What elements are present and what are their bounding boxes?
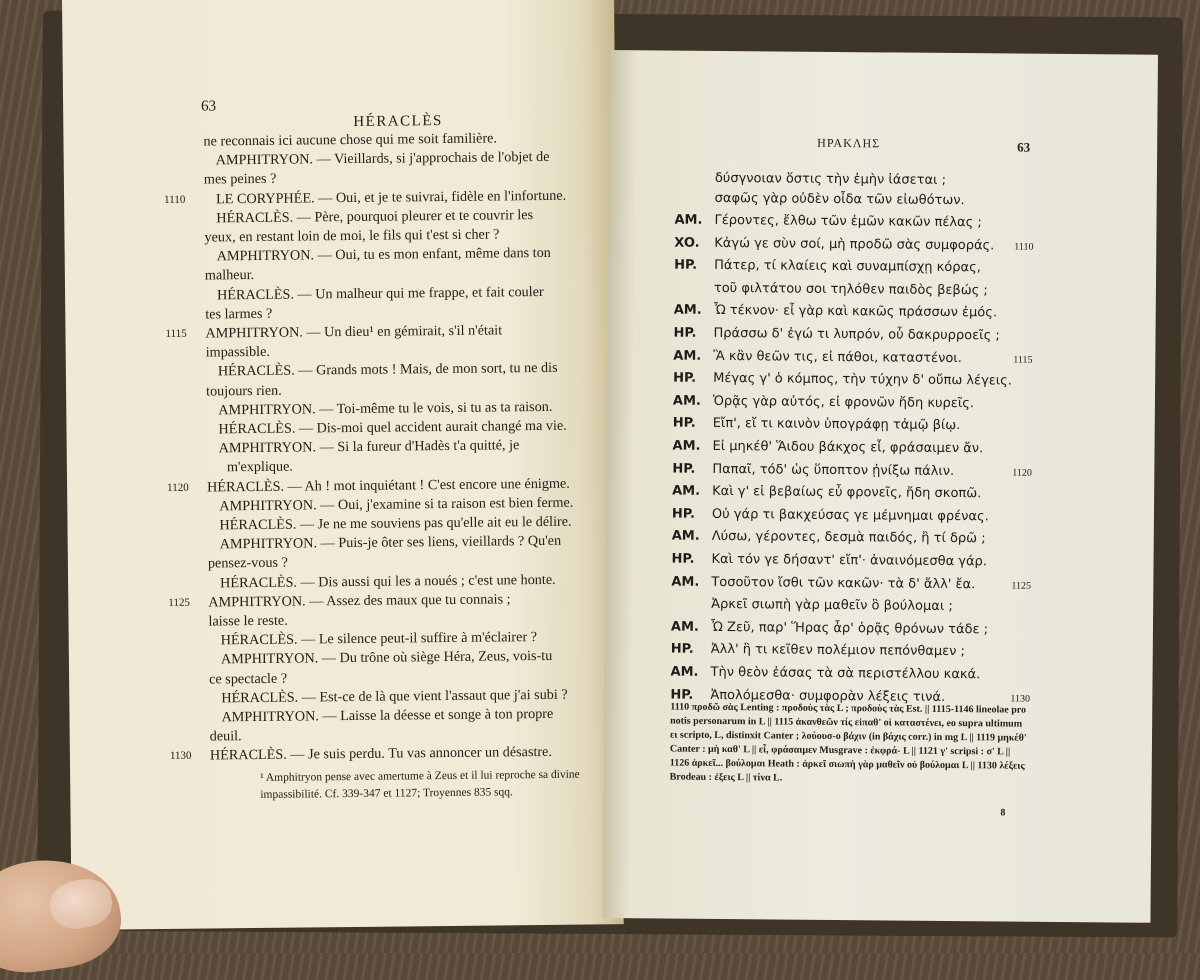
french-line: AMPHITRYON. — Toi-même tu le vois, si tu as ta raison. xyxy=(218,398,553,419)
greek-verse-line: Ὦ τέκνον· εἶ γὰρ καὶ κακῶς πράσσων ἐμός. xyxy=(713,303,998,321)
french-line: ne reconnais ici aucune chose qui me soit familière. xyxy=(203,130,498,150)
greek-verse-line: Ἀπολόμεσθα· συμφορὰν λέξεις τινά. xyxy=(710,687,946,705)
line-number: 1125 xyxy=(168,596,190,609)
greek-verse-line: Εἰ μηκέθ' Ἅιδου βάκχος εἶ, φράσαιμεν ἄν. xyxy=(712,438,984,457)
greek-verse-line: Καὶ γ' εἰ βεβαίως εὖ φρονεῖς, ἤδη σκοπῶ. xyxy=(712,484,982,502)
line-number: 1120 xyxy=(167,481,189,494)
french-line: AMPHITRYON. — Oui, tu es mon enfant, même dans ton xyxy=(216,245,551,265)
french-line: impassible. xyxy=(205,344,271,361)
speaker-abbrev: AM. xyxy=(672,393,701,409)
greek-verse-line: Οὐ γάρ τι βακχεύσας γε μέμνημαι φρένας. xyxy=(711,506,989,525)
french-line: AMPHITRYON. — Du trône où siège Héra, Zeus, vois-tu xyxy=(220,648,553,668)
speaker-abbrev: HP. xyxy=(672,415,696,432)
speaker-abbrev: AM. xyxy=(672,438,701,454)
french-line: yeux, en restant loin de moi, le fils qui t'est si cher ? xyxy=(204,226,500,246)
speaker-abbrev: AM. xyxy=(673,302,702,319)
running-title-left: HÉRACLÈS xyxy=(353,113,443,130)
line-number: 1115 xyxy=(1013,354,1033,366)
running-title-right: ΗΡΑΚΛΗΣ xyxy=(817,135,881,151)
line-number: 1125 xyxy=(1011,580,1032,592)
line-number: 1120 xyxy=(1012,467,1033,479)
greek-verse-line: τοῦ φιλτάτου σοι τηλόθεν παιδὸς βεβώς ; xyxy=(713,280,988,299)
french-line: HÉRACLÈS. — Dis aussi qui les a noués ; c'est une honte. xyxy=(220,571,556,591)
critical-apparatus: 1110 προδῶ σὰς Lenting : προδοὺς τὰς L ; προδοὺς τὰς Est. || 1115-1146 lineolae pro notis personarum in L || 1115 ἀκανθεῶν τίς εἰπαθ' οἱ καταστένει, eo supra ultimum ει scripto, L, distinxit Canter ; λούουσ-ο βάχιν (in βάχις corr.) in mg L || 1119 μηκέθ' Canter : μὴ καθ' L || εἶ, φράσαιμεν Musgrave : ἐκφρά- L || 1121 γ' scripsi : σ' L || 1126 ἀρκεῖ... βούλομαι Heath : ἀρκεῖ σιωπὴ γὰρ μαθεῖν οὐ βούλομαι L || 1130 λέξεις Brodeau : ἐξεις L || τίνα L. xyxy=(669,701,1027,784)
speaker-abbrev: HP. xyxy=(673,325,697,341)
french-line: HÉRACLÈS. — Père, pourquoi pleurer et te couvrir les xyxy=(216,206,534,227)
french-line: AMPHITRYON. — Puis-je ôter ses liens, vieillards ? Qu'en xyxy=(219,532,562,553)
french-line: AMPHITRYON. — Laisse la déesse et songe à ton propre xyxy=(221,705,554,726)
french-line: pensez-vous ? xyxy=(207,555,288,572)
french-line: HÉRACLÈS. — Je ne me souviens pas qu'elle ait eu le délire. xyxy=(219,513,572,534)
french-line: deuil. xyxy=(209,728,242,745)
line-number: 1110 xyxy=(1014,241,1034,253)
speaker-abbrev: AM. xyxy=(670,619,699,635)
greek-continuation-line: σαφῶς γὰρ οὐδὲν οἶδα τῶν εἰωθότων. xyxy=(714,190,965,209)
greek-verse-line: Κἀγώ γε σὺν σοί, μὴ προδῶ σὰς συμφοράς. xyxy=(714,235,995,253)
speaker-abbrev: AM. xyxy=(672,483,701,499)
speaker-abbrev: AM. xyxy=(674,212,703,228)
french-line: HÉRACLÈS. — Ah ! mot inquiétant ! C'est encore une énigme. xyxy=(207,475,570,496)
speaker-abbrev: AM. xyxy=(670,664,699,680)
french-line: m'explique. xyxy=(226,458,293,476)
french-line: AMPHITRYON. — Assez des maux que tu connais ; xyxy=(208,591,511,611)
footnote: ¹ Amphitryon pense avec amertume à Zeus et il lui reproche sa divine impassibilité. Cf. 339-347 et 1127; Troyennes 835 sqq. xyxy=(260,768,580,801)
line-number: 1110 xyxy=(164,193,186,206)
speaker-abbrev: HP. xyxy=(670,641,694,658)
right-page xyxy=(602,50,1158,923)
line-number: 1130 xyxy=(169,750,192,763)
line-number: 1130 xyxy=(1010,693,1031,705)
greek-verse-line: Παπαῖ, τόδ' ὡς ὕποπτον ᾐνίξω πάλιν. xyxy=(712,461,955,479)
greek-continuation-line: δύσγνοιαν ὅστις τὴν ἐμὴν ἰάσεται ; xyxy=(714,170,947,188)
french-line: tes larmes ? xyxy=(205,305,273,323)
speaker-abbrev: HP. xyxy=(674,257,698,273)
speaker-abbrev: AM. xyxy=(673,348,702,364)
greek-verse-line: Πράσσω δ' ἐγώ τι λυπρόν, οὗ δακρυρροεῖς ; xyxy=(713,325,1000,344)
french-line: AMPHITRYON. — Un dieu¹ en gémirait, s'il n'était xyxy=(205,322,503,342)
greek-verse-line: Ἀλλ' ἢ τι κεῖθεν πολέμιον πεπόνθαμεν ; xyxy=(710,642,966,660)
french-line: HÉRACLÈS. — Je suis perdu. Tu vas annoncer un désastre. xyxy=(209,744,553,764)
left-page xyxy=(62,0,624,930)
speaker-abbrev: XO. xyxy=(674,235,700,251)
french-line: HÉRACLÈS. — Dis-moi quel accident aurait changé ma vie. xyxy=(218,417,567,438)
french-line: AMPHITRYON. — Vieillards, si j'approchais de l'objet de xyxy=(215,149,550,169)
speaker-abbrev: HP. xyxy=(671,506,695,522)
french-line: toujours rien. xyxy=(206,382,282,400)
french-line: HÉRACLÈS. — Le silence peut-il suffire à m'éclairer ? xyxy=(220,629,538,649)
greek-verse-line: Πάτερ, τί κλαίεις καὶ συναμπίσχῃ κόρας, xyxy=(714,258,981,276)
french-line: HÉRACLÈS. — Est-ce de là que vient l'assaut que j'ai subi ? xyxy=(221,686,568,707)
greek-verse-line: Γέροντες, ἔλθω τῶν ἐμῶν κακῶν πέλας ; xyxy=(714,212,982,231)
french-line: malheur. xyxy=(204,267,255,284)
line-number: 1115 xyxy=(165,327,187,340)
speaker-abbrev: HP. xyxy=(673,370,697,386)
french-line: AMPHITRYON. — Si la fureur d'Hadès t'a quitté, je xyxy=(218,437,520,457)
french-line: laisse le reste. xyxy=(208,612,288,630)
greek-verse-line: Ἃ κἂν θεῶν τις, εἰ πάθοι, καταστένοι. xyxy=(713,348,962,366)
greek-verse-line: Τὴν θεὸν ἐάσας τὰ σὰ περιστέλλου κακά. xyxy=(710,664,981,683)
greek-verse-line: Ὁρᾷς γὰρ αὐτός, εἰ φρονῶν ἤδη κυρεῖς. xyxy=(712,393,975,411)
greek-verse-line: Λύσω, γέροντες, δεσμὰ παιδός, ἢ τί δρῶ ; xyxy=(711,529,986,547)
greek-verse-line: Μέγας γ' ὁ κόμπος, τὴν τύχην δ' οὔπω λέγεις. xyxy=(713,371,1013,389)
greek-verse-line: Τοσοῦτον ἴσθι τῶν κακῶν· τὰ δ' ἄλλ' ἔα. xyxy=(711,574,976,592)
speaker-abbrev: HP. xyxy=(672,461,696,477)
page-number-left: 63 xyxy=(201,98,217,115)
greek-verse-line: Καὶ τόν γε δήσαντ' εἴπ'· ἀναινόμεσθα γάρ. xyxy=(711,551,988,570)
french-line: mes peines ? xyxy=(203,171,277,188)
french-line: HÉRACLÈS. — Grands mots ! Mais, de mon sort, tu ne dis xyxy=(217,360,558,380)
french-line: LE CORYPHÉE. — Oui, et je te suivrai, fidèle en l'infortune. xyxy=(216,187,567,207)
french-line: ce spectacle ? xyxy=(209,670,288,688)
french-line: AMPHITRYON. — Oui, j'examine si ta raison est bien ferme. xyxy=(219,494,574,515)
french-line: HÉRACLÈS. — Un malheur qui me frappe, et fait couler xyxy=(217,283,544,303)
greek-verse-line: Ἀρκεῖ σιωπὴ γὰρ μαθεῖν ὃ βούλομαι ; xyxy=(711,597,953,615)
french-translation xyxy=(63,129,615,764)
speaker-abbrev: HP. xyxy=(670,687,694,703)
speaker-abbrev: AM. xyxy=(671,574,700,590)
speaker-abbrev: HP. xyxy=(671,551,695,567)
greek-verse-line: Ὦ Ζεῦ, παρ' Ἥρας ἆρ' ὁρᾷς θρόνων τάδε ; xyxy=(710,619,989,638)
page-number-right: 63 xyxy=(1017,139,1031,155)
signature-mark: 8 xyxy=(1000,807,1006,819)
speaker-abbrev: AM. xyxy=(671,528,700,545)
greek-verse-line: Εἴπ', εἴ τι καινὸν ὑπογράφῃ τἀμῷ βίῳ. xyxy=(712,416,961,434)
